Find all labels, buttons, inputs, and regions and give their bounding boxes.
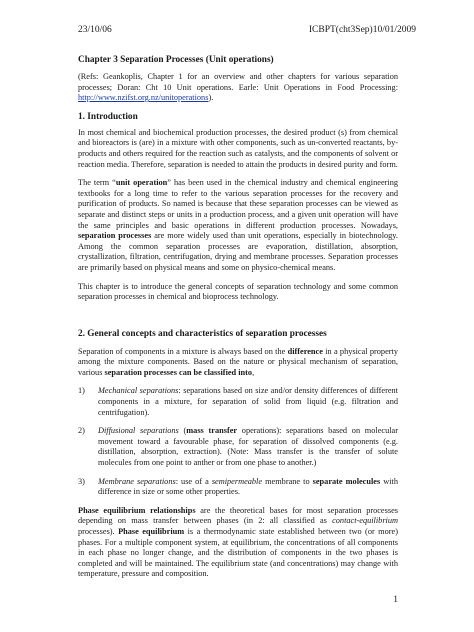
intro-paragraph-2: The term “unit operation” has been used in the chemical industry and chemical engineering textbooks for a long time to refer to the various separation processes for the recovery and purification of products. So named is because that these separation processes can be viewed as separate and distinct steps or units in a production process, and a given unit operation will have the same principles and basic operations in different production processes. Nowadays, separation processes are more widely used than unit operations, especially in biotechnology. Among the common separation processes are evaporation, distillation, absorption, crystallization, filtration, centrifugation, drying and membrane processes. Separation processes are primarily based on physical means and some on physico-chemical means. xyxy=(78,178,398,272)
intro-paragraph-1: In most chemical and biochemical production processes, the desired product (s) from chemical and bioreactors is (are) in a mixture with other components, such as un-converted reactants, by-products and others required for the reaction such as catalysts, and the components of solvent or reaction media. Therefore, separation is needed to attain the products in desired purity and form. xyxy=(78,127,398,169)
page-content xyxy=(78,55,398,588)
header-date: 23/10/06 xyxy=(78,25,112,35)
header-code: ICBPT(cht3Sep)10/01/2009 xyxy=(308,25,416,35)
unitoperations-link[interactable]: http://www.nzifst.org.nz/unitoperations xyxy=(78,93,209,103)
page-number: 1 xyxy=(393,595,398,605)
list-item-diffusional: 2) Diffusional separations (mass transfer operations): separations based on molecular movement toward a favourable phase, for separation of dissolved components (e.g. distillation, absorption, extraction). (Note: Mass transfer is the transfer of solute molecules from one point to anther or from one phase to another.) xyxy=(78,426,398,468)
references-paragraph: (Refs: Geankoplis, Chapter 1 for an overview and other chapters for various separation processes; Doran: Cht 10 Unit operations. Earle: Unit Operations in Food Processing: http://www.nzifst.org.nz/unitoperations). xyxy=(78,72,398,103)
intro-paragraph-3: This chapter is to introduce the general concepts of separation technology and some common separation processes in chemical and bioprocess technology. xyxy=(78,281,398,302)
chapter-title: Chapter 3 Separation Processes (Unit operations) xyxy=(78,55,274,65)
concepts-paragraph-2: Phase equilibrium relationships are the theoretical bases for most separation processes depending on mass transfer between phases (in 2: all classified as contact-equilibrium processes). Phase equilibrium is a thermodynamic state established between two (or more) phases. For a multiple component system, at equilibrium, the concentrations of all components in each phase no longer change, and the distribution of components in the two phases is completed and will be maintained. The equilibrium state (and concentrations) may change with temperature, pressure and composition. xyxy=(78,505,398,579)
concepts-paragraph-1: Separation of components in a mixture is always based on the difference in a physical property among the mixture components. Based on the nature or physical mechanism of separation, various separation processes can be classified into, xyxy=(78,346,398,377)
section-heading-general-concepts: 2. General concepts and characteristics of separation processes xyxy=(78,328,327,339)
section-heading-introduction: 1. Introduction xyxy=(78,111,138,122)
list-item-mechanical: 1) Mechanical separations: separations based on size and/or density differences of different components in a mixture, for separation of solid from liquid (e.g. filtration and centrifugation). xyxy=(78,386,398,417)
list-item-membrane: 3) Membrane separations: use of a semipermeable membrane to separate molecules with difference in size or some other properties. xyxy=(78,476,398,497)
